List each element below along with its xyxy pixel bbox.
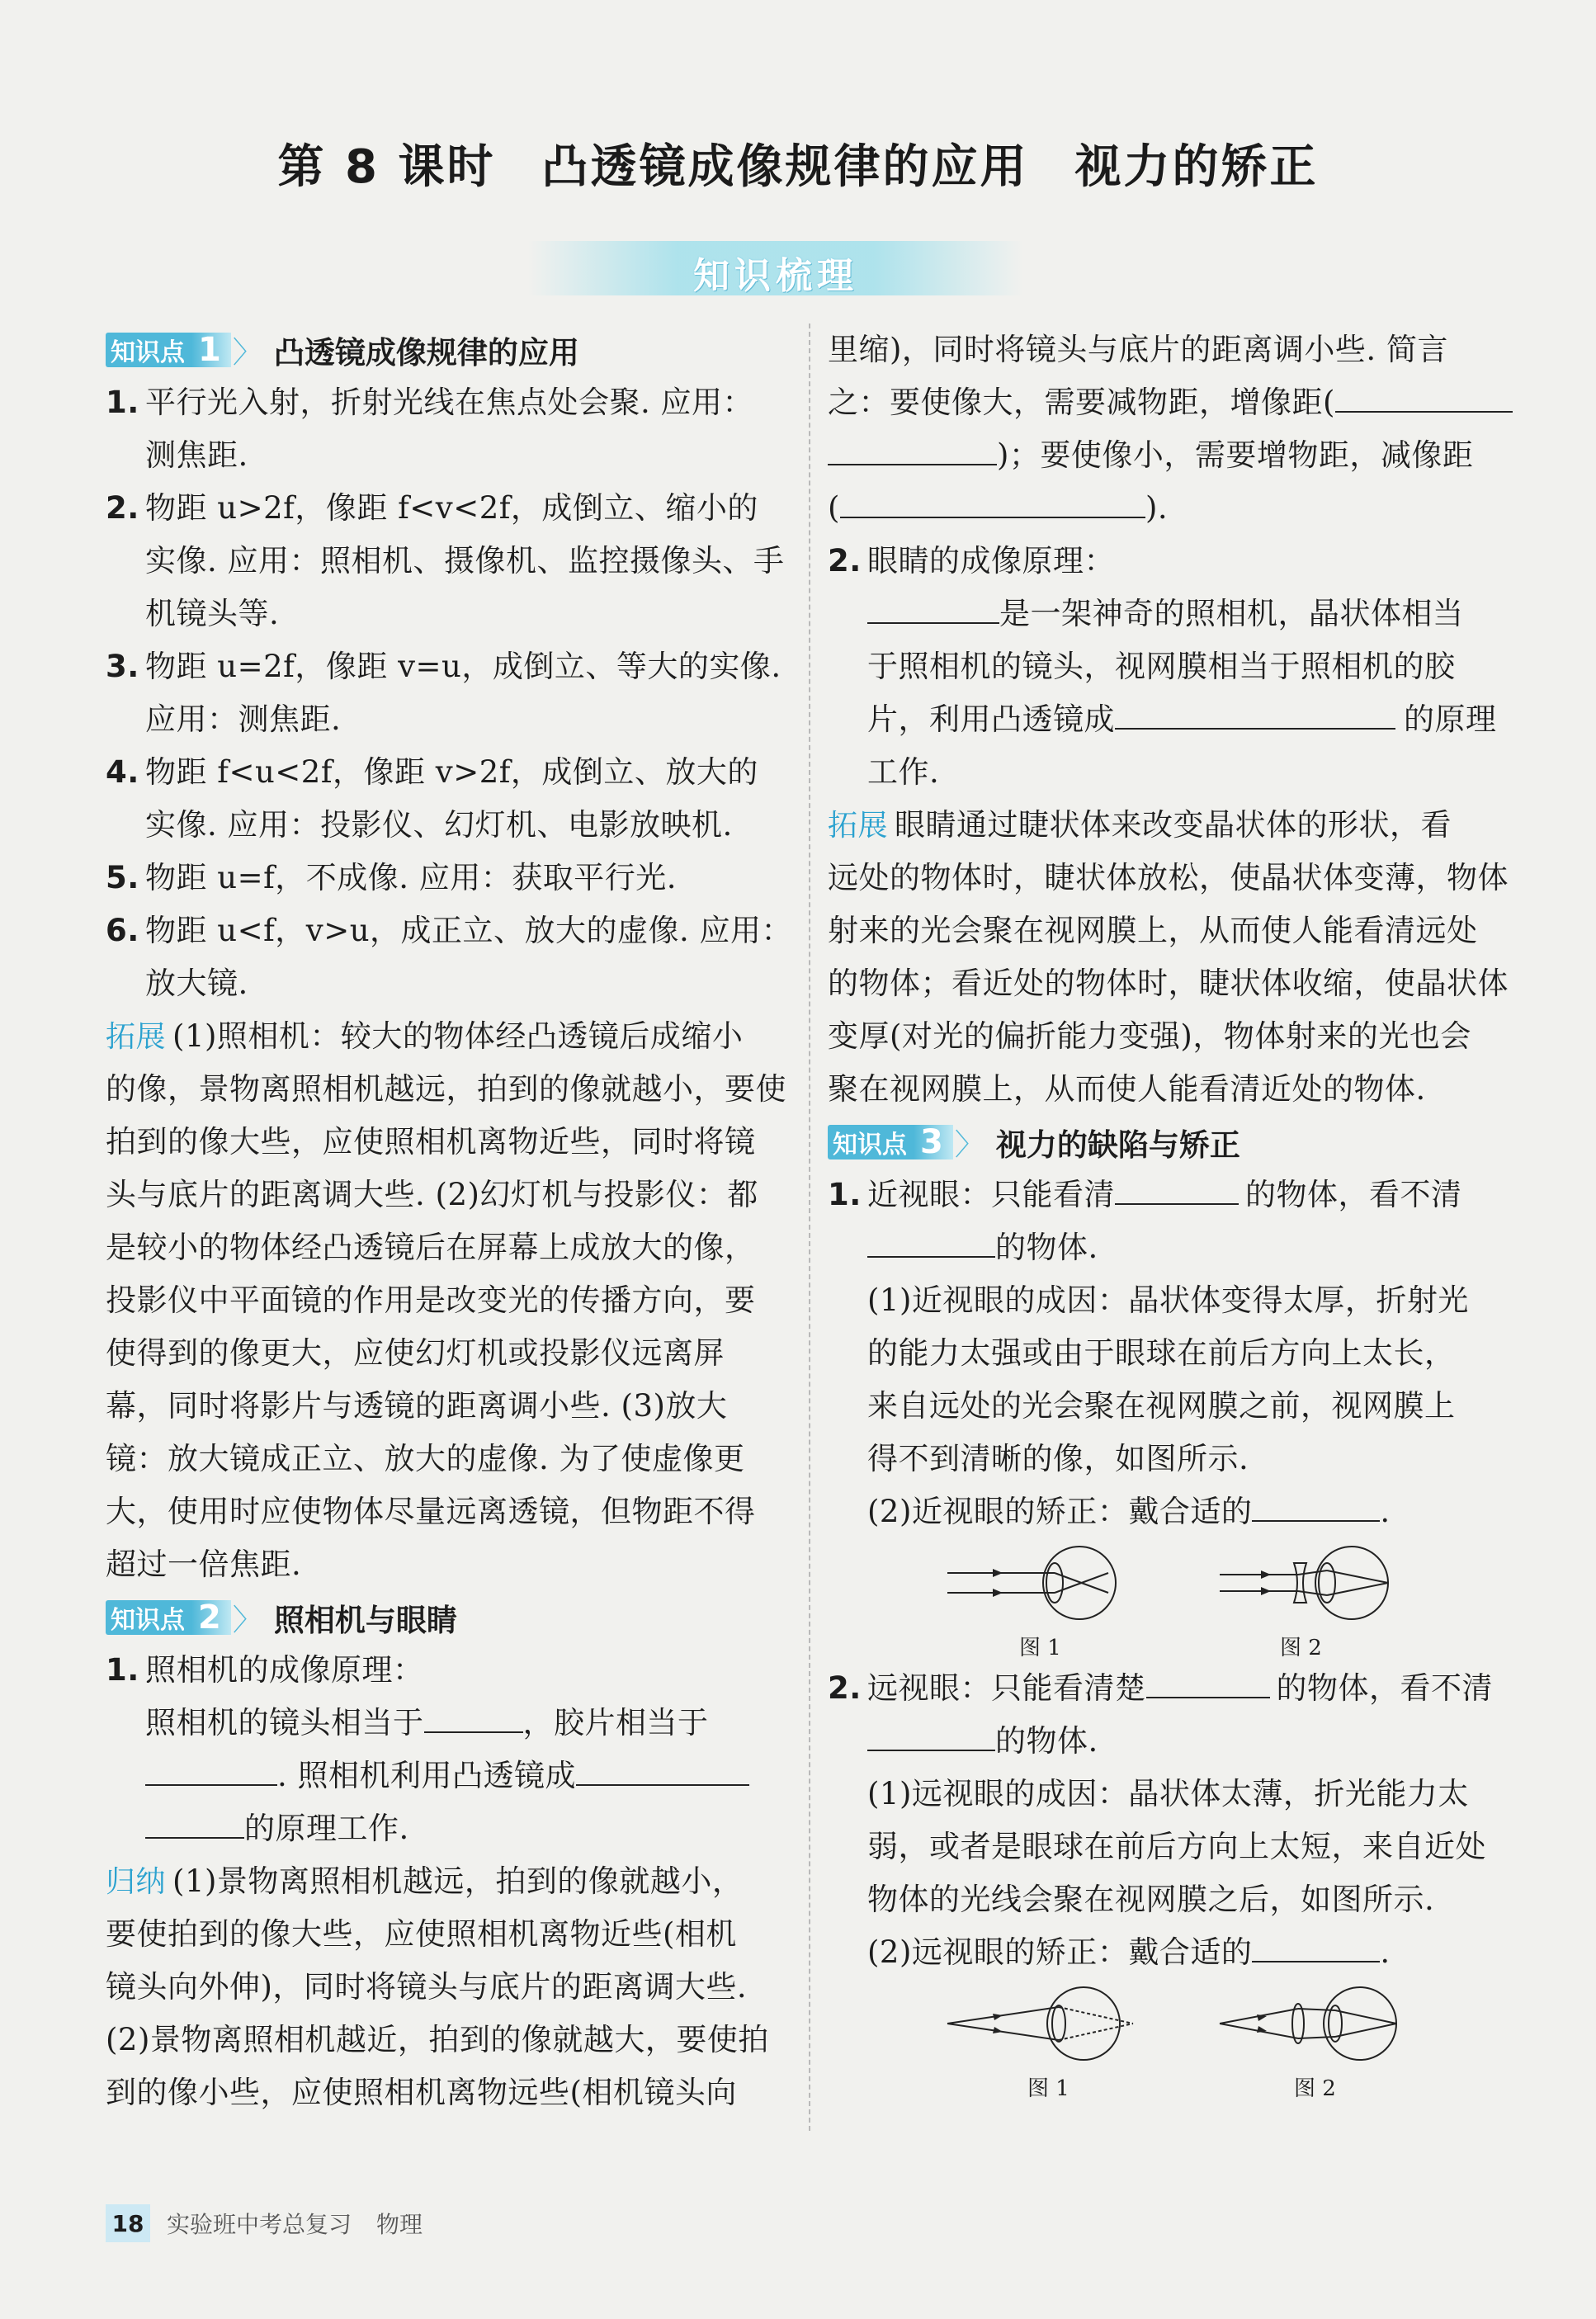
item-text: (2)远视眼的矫正：戴合适的 (867, 1934, 1253, 1970)
list-item-line: 的能力太强或由于眼球在前后方向上太长， (867, 1335, 1456, 1371)
list-item (106, 640, 791, 693)
item-number: 1. (106, 1652, 139, 1688)
paragraph-label: 拓展 (106, 1020, 167, 1054)
hyperopia-eye-diagram (943, 1982, 1141, 2065)
paragraph-line (106, 2014, 791, 2066)
paragraph-line (106, 1063, 791, 1116)
paragraph-text: 大，使用时应使物体尽量远离透镜，但物距不得 (106, 1494, 756, 1529)
paragraph-text: 聚在视网膜上，从而使人能看清近处的物体. (828, 1071, 1426, 1107)
list-item-line: 弱，或者是眼球在前后方向上太短，来自近处 (867, 1829, 1486, 1864)
paragraph-line (828, 799, 1513, 852)
list-item (828, 1662, 1513, 1715)
paragraph-text: 镜：放大镜成正立、放大的虚像. 为了使虚像更 (106, 1441, 745, 1476)
kp2-extension (828, 799, 1513, 1116)
summary-line: 里缩)，同时将镜头与底片的距离调小些. 简言 (828, 332, 1448, 367)
myopia-corrected-eye-diagram (1216, 1542, 1397, 1624)
answer-blank[interactable] (1252, 1933, 1380, 1962)
item-number: 4. (106, 754, 139, 790)
knowledge-point-title: 凸透镜成像规律的应用 (273, 335, 579, 371)
answer-blank[interactable] (1115, 700, 1395, 730)
knowledge-point-number: 1 (191, 333, 231, 367)
paragraph-text: 的像，景物离照相机越远，拍到的像就越小，要使 (106, 1071, 786, 1107)
item-text: 的物体. (995, 1723, 1098, 1759)
list-item-line (828, 1485, 1513, 1538)
knowledge-point-3-heading (828, 1116, 1513, 1169)
hyperopia-cause (828, 1768, 1513, 1926)
list-item-line (828, 588, 1513, 640)
list-item-line: 工作. (867, 754, 940, 790)
kp1-list (106, 376, 791, 1010)
item-text: 照相机的成像原理： (145, 1652, 424, 1688)
paragraph-text: 眼睛通过睫状体来改变晶状体的形状，看 (895, 807, 1452, 843)
answer-blank[interactable] (867, 1228, 995, 1258)
paragraph-text: 镜头向外伸)，同时将镜头与底片的距离调大些. (106, 1969, 748, 2005)
item-text: 实像. 应用：照相机、摄像机、监控摄像头、手 (145, 543, 785, 579)
paragraph-text: 使得到的像更大，应使幻灯机或投影仪远离屏 (106, 1335, 725, 1371)
paragraph-line (106, 1380, 791, 1433)
hyperopia-figures (828, 1979, 1513, 2103)
myopia-figures (828, 1538, 1513, 1662)
lesson-subtitle: 视力的矫正 (1074, 140, 1319, 194)
list-item-line (106, 799, 791, 852)
paragraph-line (106, 1485, 791, 1538)
answer-blank[interactable] (1335, 383, 1513, 413)
paragraph-text: 是较小的物体经凸透镜后在屏幕上成放大的像， (106, 1230, 756, 1265)
list-item (106, 1644, 791, 1697)
item-text: 的原理工作. (244, 1811, 409, 1846)
answer-blank[interactable] (145, 1756, 277, 1786)
paragraph-text: 超过一倍焦距. (106, 1547, 302, 1582)
list-item-line: 来自远处的光会聚在视网膜之前，视网膜上 (867, 1388, 1456, 1424)
item-number: 1. (828, 1177, 862, 1212)
page-title (0, 130, 1596, 196)
item-text: . (1380, 1934, 1391, 1970)
kp1-extension (106, 1010, 791, 1591)
figure-caption: 图 1 (1027, 2076, 1070, 2101)
paragraph-line (106, 1274, 791, 1327)
item-number: 2. (828, 543, 862, 579)
item-text: ). (1145, 490, 1169, 526)
list-item-line (828, 1715, 1513, 1768)
item-number: 5. (106, 860, 139, 895)
answer-blank[interactable] (576, 1756, 749, 1786)
item-text: ( (828, 490, 840, 526)
item-text: 物距 u=f，不成像. 应用：获取平行光. (145, 860, 678, 895)
paragraph-text: 变厚(对光的偏折能力变强)，物体射来的光也会 (828, 1018, 1471, 1054)
item-text: 的原理 (1404, 701, 1497, 737)
list-item-line (106, 693, 791, 746)
list-item (106, 852, 791, 904)
item-text: 物距 u<f，v>u，成正立、放大的虚像. 应用： (145, 913, 793, 948)
item-text: ，胶片相当于 (522, 1705, 709, 1740)
answer-blank[interactable] (828, 436, 997, 465)
item-text: 眼睛的成像原理： (867, 543, 1115, 579)
column-divider (809, 324, 810, 2131)
paragraph-text: (1)照相机：较大的物体经凸透镜后成缩小 (172, 1018, 744, 1054)
item-text: 是一架神奇的照相机，晶状体相当 (999, 596, 1464, 631)
summary-line (828, 429, 1513, 482)
paragraph-text: 幕，同时将影片与透镜的距离调小些. (3)放大 (106, 1388, 728, 1424)
item-text: 物距 f<u<2f，像距 v>2f，成倒立、放大的 (145, 754, 758, 790)
item-number: 2. (828, 1670, 862, 1706)
myopia-eye-diagram (943, 1542, 1125, 1624)
item-number: 6. (106, 913, 139, 948)
list-item (106, 746, 791, 799)
item-text: 近视眼：只能看清 (867, 1177, 1115, 1212)
knowledge-point-tag: 知识点 (106, 333, 191, 367)
answer-blank[interactable] (145, 1809, 244, 1839)
item-text: 的物体，看不清 (1276, 1670, 1493, 1706)
right-column (828, 324, 1513, 2103)
paragraph-line (828, 1010, 1513, 1063)
item-text: 的物体. (995, 1230, 1098, 1265)
item-text: 之：要使像大，需要减物距，增像距( (828, 385, 1335, 420)
list-item-line (106, 535, 791, 588)
paragraph-line (828, 852, 1513, 904)
paragraph-line (106, 1010, 791, 1063)
knowledge-point-number: 3 (914, 1125, 953, 1160)
paragraph-line (106, 1327, 791, 1380)
figure-caption: 图 1 (1019, 1636, 1061, 1660)
item-text: 物距 u=2f，像距 v=u，成倒立、等大的实像. (145, 649, 781, 684)
paragraph-line (106, 1908, 791, 1961)
paragraph-line (106, 1169, 791, 1221)
knowledge-point-title: 照相机与眼睛 (273, 1603, 457, 1638)
paragraph-label: 拓展 (828, 809, 889, 843)
paragraph-text: 头与底片的距离调大些. (2)幻灯机与投影仪：都 (106, 1177, 758, 1212)
paragraph-line (106, 1855, 791, 1908)
paragraph-line (828, 1063, 1513, 1116)
answer-blank[interactable] (424, 1703, 523, 1733)
paragraph-line (106, 1221, 791, 1274)
paragraph-text: 投影仪中平面镜的作用是改变光的传播方向，要 (106, 1282, 756, 1318)
footer-book-info (167, 2207, 423, 2240)
item-text: 照相机的镜头相当于 (145, 1705, 424, 1740)
list-item-line (106, 1750, 791, 1802)
answer-blank[interactable] (1252, 1492, 1380, 1522)
item-text: 应用：测焦距. (145, 701, 342, 737)
paragraph-line (106, 1433, 791, 1485)
list-item-line (828, 693, 1513, 746)
paragraph-text: 到的像小些，应使照相机离物远些(相机镜头向 (106, 2075, 737, 2110)
chevron-right-icon: 〉 (232, 335, 262, 370)
list-item-line: 得不到清晰的像，如图所示. (867, 1441, 1249, 1476)
paragraph-label: 归纳 (106, 1865, 167, 1899)
section-banner-label: 知识梳理 (693, 255, 858, 297)
answer-blank[interactable] (867, 594, 999, 624)
paragraph-text: 的物体；看近处的物体时，睫状体收缩，使晶状体 (828, 966, 1509, 1001)
item-text: 机镜头等. (145, 596, 280, 631)
list-item-line (106, 588, 791, 640)
paragraph-text: (1)景物离照相机越远，拍到的像就越小， (172, 1863, 744, 1899)
lesson-title: 凸透镜成像规律的应用 (541, 140, 1029, 194)
list-item-line (828, 1221, 1513, 1274)
knowledge-point-2-heading (106, 1591, 791, 1644)
item-text: )；要使像小，需要增物距，减像距 (997, 437, 1474, 473)
paragraph-text: 要使拍到的像大些，应使照相机离物近些(相机 (106, 1916, 737, 1952)
paragraph-line (828, 904, 1513, 957)
list-item-line (106, 1697, 791, 1750)
figure-caption: 图 2 (1294, 2076, 1336, 2101)
item-text: 测焦距. (145, 437, 248, 473)
answer-blank[interactable] (840, 489, 1145, 518)
knowledge-point-number: 2 (191, 1600, 231, 1635)
paragraph-text: 射来的光会聚在视网膜上，从而使人能看清远处 (828, 913, 1478, 948)
item-text: 平行光入射，折射光线在焦点处会聚. 应用： (145, 385, 754, 420)
summary-line (828, 482, 1513, 535)
list-item-line: 于照相机的镜头，视网膜相当于照相机的胶 (867, 649, 1456, 684)
paragraph-line (106, 1538, 791, 1591)
list-item (106, 904, 791, 957)
item-text: 实像. 应用：投影仪、幻灯机、电影放映机. (145, 807, 733, 843)
left-column (106, 324, 791, 2119)
summary-line (828, 376, 1513, 429)
item-text: 物距 u>2f，像距 f<v<2f，成倒立、缩小的 (145, 490, 758, 526)
section-banner (528, 241, 1023, 295)
list-item (828, 535, 1513, 588)
page-number: 18 (106, 2204, 150, 2242)
answer-blank[interactable] (867, 1722, 995, 1751)
list-item-line (828, 1926, 1513, 1979)
item-text: 片，利用凸透镜成 (867, 701, 1115, 737)
item-number: 3. (106, 649, 139, 684)
paragraph-text: 远处的物体时，睫状体放松，使晶状体变薄，物体 (828, 860, 1509, 895)
figure-caption: 图 2 (1280, 1636, 1322, 1660)
list-item-line (106, 957, 791, 1010)
paragraph-line (828, 957, 1513, 1010)
item-text: 放大镜. (145, 966, 248, 1001)
list-item (106, 376, 791, 429)
item-text: . 照相机利用凸透镜成 (277, 1758, 577, 1793)
paragraph-line (106, 1961, 791, 2014)
lesson-number: 第 8 课时 (277, 140, 496, 194)
list-item-line: (1)远视眼的成因：晶状体太薄，折光能力太 (867, 1776, 1469, 1811)
list-item-line: 物体的光线会聚在视网膜之后，如图所示. (867, 1882, 1435, 1917)
knowledge-point-tag: 知识点 (106, 1600, 191, 1635)
paragraph-text: 拍到的像大些，应使照相机离物近些，同时将镜 (106, 1124, 756, 1160)
list-item (828, 1169, 1513, 1221)
item-number: 1. (106, 385, 139, 420)
page-footer (106, 2203, 423, 2243)
item-text: 的物体，看不清 (1245, 1177, 1462, 1212)
knowledge-point-tag: 知识点 (828, 1125, 914, 1160)
kp2-summary (106, 1855, 791, 2119)
subject-label: 物理 (376, 2211, 423, 2238)
paragraph-line (106, 2066, 791, 2119)
knowledge-point-title: 视力的缺陷与矫正 (995, 1127, 1240, 1163)
knowledge-point-1-heading (106, 324, 791, 376)
item-text: (2)近视眼的矫正：戴合适的 (867, 1494, 1253, 1529)
answer-blank[interactable] (1146, 1669, 1270, 1698)
list-item (106, 482, 791, 535)
paragraph-text: (2)景物离照相机越近，拍到的像就越大，要使拍 (106, 2022, 769, 2057)
book-title: 实验班中考总复习 (167, 2211, 352, 2238)
item-number: 2. (106, 490, 139, 526)
list-item-line: (1)近视眼的成因：晶状体变得太厚，折射光 (867, 1282, 1469, 1318)
item-text: 远视眼：只能看清楚 (867, 1670, 1146, 1706)
chevron-right-icon: 〉 (232, 1603, 262, 1637)
list-item-line (106, 1802, 791, 1855)
answer-blank[interactable] (1115, 1175, 1239, 1205)
myopia-cause (828, 1274, 1513, 1485)
hyperopia-corrected-eye-diagram (1216, 1982, 1414, 2065)
item-text: . (1380, 1494, 1391, 1529)
chevron-right-icon: 〉 (954, 1127, 985, 1162)
paragraph-line (106, 1116, 791, 1169)
list-item-line (106, 429, 791, 482)
